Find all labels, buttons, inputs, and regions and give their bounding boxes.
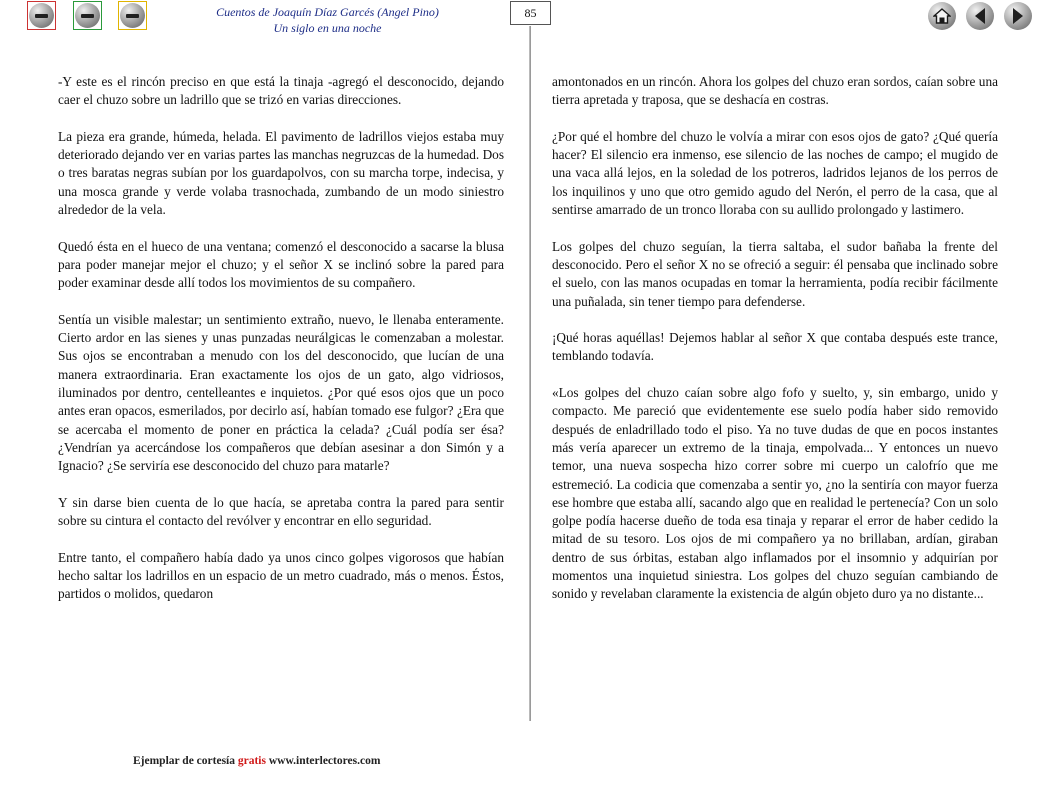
left-paragraph-1: -Y este es el rincón preciso en que está la tinaja -agregó el desconocido, dejando caer el chuzo sobre un ladrillo que se trizó en varias direcciones. <box>58 74 504 108</box>
left-paragraph-4: Sentía un visible malestar; un sentimiento extraño, nuevo, le llenaba enteramente. Cierto ardor en las sienes y unas punzadas neurálgicas le comenzaban a molestar. Sus ojos se encontraban a menudo con los del desconocido, que lucían de una manera extraordinaria. Eran exactamente los ojos de un gato, algo vidriosos, iluminados por dentro, centelleantes e inquietos. ¿Por qué esos ojos que un poco antes eran opacos, esmerilados, por decirlo así, habían tomado ese fulgor? ¿Era que se acercaba el momento de poner en práctica la celada? ¿Cuál podía ser ésa? ¿Vendrían ya acercándose los compañeros que debían asesinar a don Simón y a Ignacio? ¿Se serviría ese desconocido del chuzo para matarle? <box>58 311 504 474</box>
page-spine-divider <box>529 26 531 721</box>
right-paragraph-1: amontonados en un rincón. Ahora los golpes del chuzo eran sordos, caían sobre una tierra apretada y traposa, que se deshacía en costras. <box>552 74 998 108</box>
toolbar-button-1[interactable] <box>27 1 56 30</box>
right-paragraph-4: ¡Qué horas aquéllas! Dejemos hablar al señor X que contaba después este trance, temblando todavía. <box>552 330 998 364</box>
book-title <box>190 4 465 36</box>
right-paragraph-3: Los golpes del chuzo seguían, la tierra saltaba, el sudor bañaba la frente del desconocido. Pero el señor X no se ofreció a seguir: él pensaba que inclinado sobre el suelo, con las manos ocupadas en tomar la herramienta, podía recibir fácilmente una puñalada, sin tener tiempo para defenderse. <box>552 238 998 309</box>
footer-gratis: gratis <box>237 755 266 767</box>
book-title-line2: Un siglo en una noche <box>273 21 382 35</box>
toolbar-button-3[interactable] <box>118 1 147 30</box>
footer-site-link[interactable]: www.interlectores.com <box>268 755 381 767</box>
minus-icon <box>120 3 145 28</box>
book-title-line1: Cuentos de Joaquín Díaz Garcés (Angel Pino) <box>216 5 439 19</box>
left-paragraph-6: Entre tanto, el compañero había dado ya unos cinco golpes vigorosos que habían hecho saltar los ladrillos en un espacio de un metro cuadrado, más o menos. Éstos, partidos o molidos, quedaron <box>58 549 504 602</box>
footer <box>133 755 380 767</box>
next-page-button[interactable] <box>1004 2 1032 30</box>
page-number: 85 <box>510 1 551 25</box>
minus-icon <box>29 3 54 28</box>
left-paragraph-5: Y sin darse bien cuenta de lo que hacía, se apretaba contra la pared para sentir sobre su cintura el contacto del revólver y encontrar en ello seguridad. <box>58 494 504 529</box>
previous-page-button[interactable] <box>966 2 994 30</box>
home-icon <box>933 8 951 24</box>
right-paragraph-5: «Los golpes del chuzo caían sobre algo fofo y suelto, y, sin embargo, unido y compacto. Me pareció que evidentemente ese suelo podía haber sido removido después de enladrillado todo el piso. Ya no tuve dudas de que en pocos instantes más vería aparecer un extremo de la tinaja, empolvada... Y entonces un nuevo temor, una nueva sospecha hizo correr sobre mi cuerpo un calofrío que me estremeció. La codicia que comenzaba a sentir yo, ¿no la sentiría con mayor fuerza ese hombre que estaba allí, sacando algo que en realidad le pertenecía? Con un solo golpe podía hacerse dueño de toda esa tinaja y reparar el error de haber cedido la mitad de su tesoro. Los ojos de mi compañero ya no brillaban, ardían, giraban dentro de sus órbitas, estaban algo inflamados por el insomnio y adquirían por momentos una inquietud siniestra. Los golpes del chuzo seguían cambiando de sonido y revelaban claramente la existencia de algún objeto duro ya no distante... <box>552 385 998 602</box>
right-paragraph-2: ¿Por qué el hombre del chuzo le volvía a mirar con esos ojos de gato? ¿Qué quería hacer? El silencio era inmenso, ese silencio de las noches de campo; el mugido de una vaca allá lejos, en la soledad de los potreros, ladridos lejanos de los perros de los inquilinos y uno que otro gemido agudo del Nerón, el perro de la casa, que al sentirse amarrado de un tronco lloraba con su aullido prolongado y lastimero. <box>552 128 998 218</box>
left-paragraph-2: La pieza era grande, húmeda, helada. El pavimento de ladrillos viejos estaba muy deteriorado dejando ver en varias partes las manchas negruzcas de la humedad. Dos o tres baratas negras subían por los guardapolvos, con su marcha torpe, indecisa, y una mosca grande y verde volaba trasnochada, zumbando de un modo siniestro alrededor de la vela. <box>58 128 504 218</box>
minus-icon <box>75 3 100 28</box>
footer-prefix: Ejemplar de cortesía <box>133 755 235 767</box>
home-button[interactable] <box>928 2 956 30</box>
left-column <box>58 73 504 622</box>
left-paragraph-3: Quedó ésta en el hueco de una ventana; comenzó el desconocido a sacarse la blusa para poder manejar mejor el chuzo; y el señor X se inclinó sobre la pared para poder examinar desde allí todos los movimientos de su compañero. <box>58 238 504 291</box>
previous-page-icon <box>973 7 987 25</box>
right-column <box>552 73 998 622</box>
next-page-icon <box>1011 7 1025 25</box>
toolbar-button-2[interactable] <box>73 1 102 30</box>
